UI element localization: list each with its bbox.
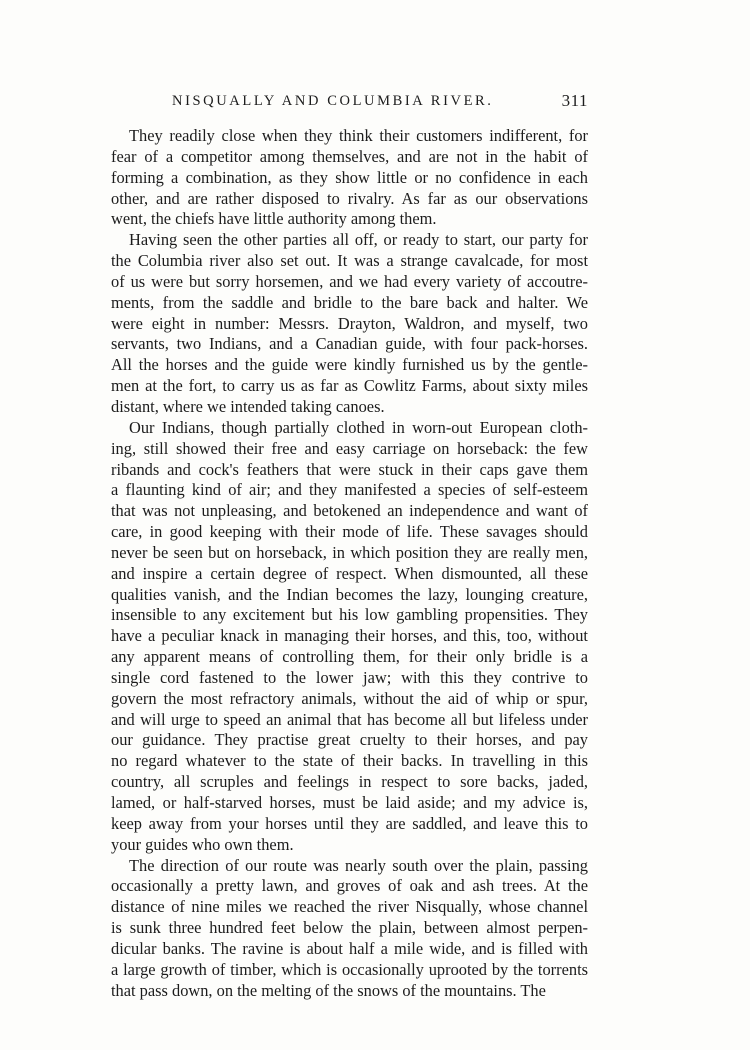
paragraph xyxy=(111,418,588,856)
text-line: of us were but sorry horsemen, and we had every variety of accoutre- xyxy=(111,271,588,291)
text-line: fear of a competitor among themselves, and are not in the habit of xyxy=(111,146,588,166)
paragraph xyxy=(111,126,588,230)
text-line: were eight in number: Messrs. Drayton, Waldron, and myself, two xyxy=(111,313,588,333)
text-line: single cord fastened to the lower jaw; with this they contrive to xyxy=(111,667,588,687)
running-title: NISQUALLY AND COLUMBIA RIVER. xyxy=(172,93,494,109)
text-line: ments, from the saddle and bridle to the bare back and halter. We xyxy=(111,292,588,312)
text-line: our guidance. They practise great cruelty to their horses, and pay xyxy=(111,730,588,750)
text-line: ribands and cock's feathers that were stuck in their caps gave them xyxy=(111,459,588,479)
text-line: and will urge to speed an animal that has become all but lifeless under xyxy=(111,709,588,729)
text-line: a flaunting kind of air; and they manifested a species of self-esteem xyxy=(111,480,588,500)
text-line: lamed, or half-starved horses, must be laid aside; and my advice is, xyxy=(111,793,588,812)
text-line: They readily close when they think their customers indifferent, for xyxy=(129,126,588,145)
text-line: that pass down, on the melting of the snows of the mountains. The xyxy=(111,980,546,1000)
text-line: forming a combination, as they show little or no confidence in each xyxy=(111,167,588,187)
text-line: keep away from your horses until they are saddled, and leave this to xyxy=(111,813,588,833)
text-line: any apparent means of controlling them, for their only bridle is a xyxy=(111,647,588,667)
text-line: and inspire a certain degree of respect. When dismounted, all these xyxy=(111,563,588,583)
text-line: that was not unpleasing, and betokened an independence and want of xyxy=(111,501,588,521)
page-number: 311 xyxy=(561,91,588,110)
text-line: your guides who own them. xyxy=(111,834,294,854)
text-line: the Columbia river also set out. It was a strange cavalcade, for most xyxy=(111,251,588,271)
paragraph xyxy=(111,230,588,418)
text-line: distant, where we intended taking canoes. xyxy=(111,396,385,416)
text-line: distance of nine miles we reached the river Nisqually, whose channel xyxy=(111,897,588,917)
body-text xyxy=(111,126,588,1001)
text-line: occasionally a pretty lawn, and groves of oak and ash trees. At the xyxy=(111,876,588,896)
text-line: other, and are rather disposed to rivalry. As far as our observations xyxy=(111,188,588,208)
text-line: Our Indians, though partially clothed in worn-out European cloth- xyxy=(129,417,588,437)
text-line: qualities vanish, and the Indian becomes the lazy, lounging creature, xyxy=(111,584,588,604)
text-line: servants, two Indians, and a Canadian guide, with four pack-horses. xyxy=(111,334,588,354)
text-line: men at the fort, to carry us as far as Cowlitz Farms, about sixty miles xyxy=(111,376,588,396)
text-line: is sunk three hundred feet below the plain, between almost perpen- xyxy=(111,918,588,938)
text-line: dicular banks. The ravine is about half a mile wide, and is filled with xyxy=(111,938,588,958)
text-line: never be seen but on horseback, in which position they are really men, xyxy=(111,542,588,562)
running-head xyxy=(112,93,588,115)
text-line: country, all scruples and feelings in respect to sore backs, jaded, xyxy=(111,772,588,792)
paragraph xyxy=(111,856,588,1002)
text-line: care, in good keeping with their mode of life. These savages should xyxy=(111,522,588,542)
text-line: no regard whatever to the state of their backs. In travelling in this xyxy=(111,751,588,771)
text-line: Having seen the other parties all off, or ready to start, our party for xyxy=(129,230,588,250)
text-line: went, the chiefs have little authority among them. xyxy=(111,209,437,229)
text-line: All the horses and the guide were kindly furnished us by the gentle- xyxy=(111,355,588,375)
text-line: a large growth of timber, which is occasionally uprooted by the torrents xyxy=(111,959,588,979)
text-line: The direction of our route was nearly south over the plain, passing xyxy=(129,855,588,875)
text-line: insensible to any excitement but his low gambling propensities. They xyxy=(111,605,588,625)
text-line: govern the most refractory animals, without the aid of whip or spur, xyxy=(111,688,588,708)
text-line: ing, still showed their free and easy carriage on horseback: the few xyxy=(111,438,588,458)
text-line: have a peculiar knack in managing their horses, and this, too, without xyxy=(111,626,588,646)
